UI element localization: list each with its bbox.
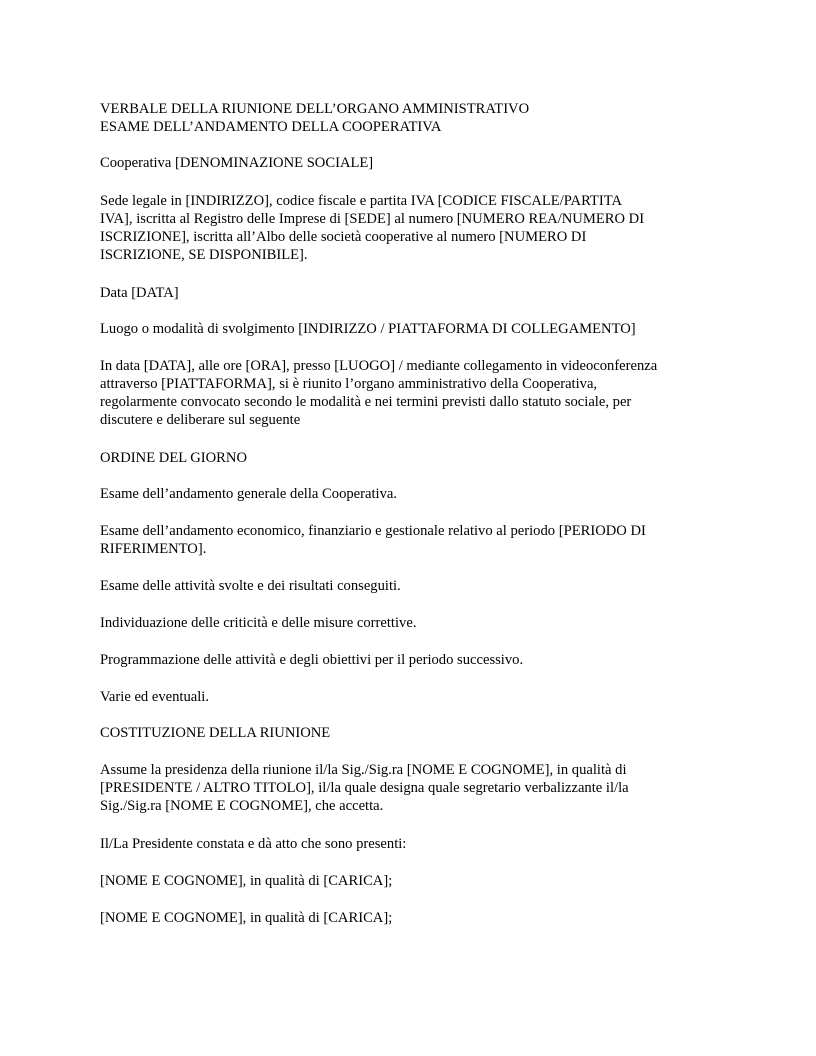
agenda-item-2-line-2: RIFERIMENTO]. <box>100 541 207 557</box>
agenda-item-3: Esame delle attività svolte e dei risultati conseguiti. <box>100 578 401 594</box>
attendee-1: [NOME E COGNOME], in qualità di [CARICA]; <box>100 873 393 889</box>
document-title-line-2: ESAME DELL’ANDAMENTO DELLA COOPERATIVA <box>100 119 442 135</box>
agenda-item-6: Varie ed eventuali. <box>100 689 209 705</box>
meeting-place: Luogo o modalità di svolgimento [INDIRIZZO / PIATTAFORMA DI COLLEGAMENTO] <box>100 321 636 337</box>
chair-line-3: Sig./Sig.ra [NOME E COGNOME], che accetta. <box>100 798 384 814</box>
registered-office-line-3: ISCRIZIONE], iscritta all’Albo delle società cooperative al numero [NUMERO DI <box>100 229 587 245</box>
intro-line-1: In data [DATA], alle ore [ORA], presso [LUOGO] / mediante collegamento in videoconferenza <box>100 358 658 374</box>
presence-statement: Il/La Presidente constata e dà atto che sono presenti: <box>100 836 407 852</box>
cooperative-name: Cooperativa [DENOMINAZIONE SOCIALE] <box>100 155 374 171</box>
constitution-heading: COSTITUZIONE DELLA RIUNIONE <box>100 725 331 741</box>
intro-line-4: discutere e deliberare sul seguente <box>100 412 301 428</box>
chair-line-1: Assume la presidenza della riunione il/la Sig./Sig.ra [NOME E COGNOME], in qualità di <box>100 762 627 778</box>
agenda-item-4: Individuazione delle criticità e delle misure correttive. <box>100 615 417 631</box>
agenda-heading: ORDINE DEL GIORNO <box>100 450 247 466</box>
meeting-date: Data [DATA] <box>100 285 179 301</box>
agenda-item-5: Programmazione delle attività e degli obiettivi per il periodo successivo. <box>100 652 524 668</box>
document-title-line-1: VERBALE DELLA RIUNIONE DELL’ORGANO AMMINISTRATIVO <box>100 101 530 117</box>
chair-line-2: [PRESIDENTE / ALTRO TITOLO], il/la quale designa quale segretario verbalizzante il/la <box>100 780 629 796</box>
registered-office-line-4: ISCRIZIONE, SE DISPONIBILE]. <box>100 247 308 263</box>
attendee-2: [NOME E COGNOME], in qualità di [CARICA]; <box>100 910 393 926</box>
agenda-item-2-line-1: Esame dell’andamento economico, finanziario e gestionale relativo al periodo [PERIODO DI <box>100 523 646 539</box>
agenda-item-1: Esame dell’andamento generale della Cooperativa. <box>100 486 398 502</box>
intro-line-2: attraverso [PIATTAFORMA], si è riunito l’organo amministrativo della Cooperativa, <box>100 376 598 392</box>
registered-office-line-1: Sede legale in [INDIRIZZO], codice fiscale e partita IVA [CODICE FISCALE/PARTITA <box>100 193 622 209</box>
intro-line-3: regolarmente convocato secondo le modalità e nei termini previsti dallo statuto sociale, per <box>100 394 632 410</box>
registered-office-line-2: IVA], iscritta al Registro delle Imprese di [SEDE] al numero [NUMERO REA/NUMERO DI <box>100 211 645 227</box>
